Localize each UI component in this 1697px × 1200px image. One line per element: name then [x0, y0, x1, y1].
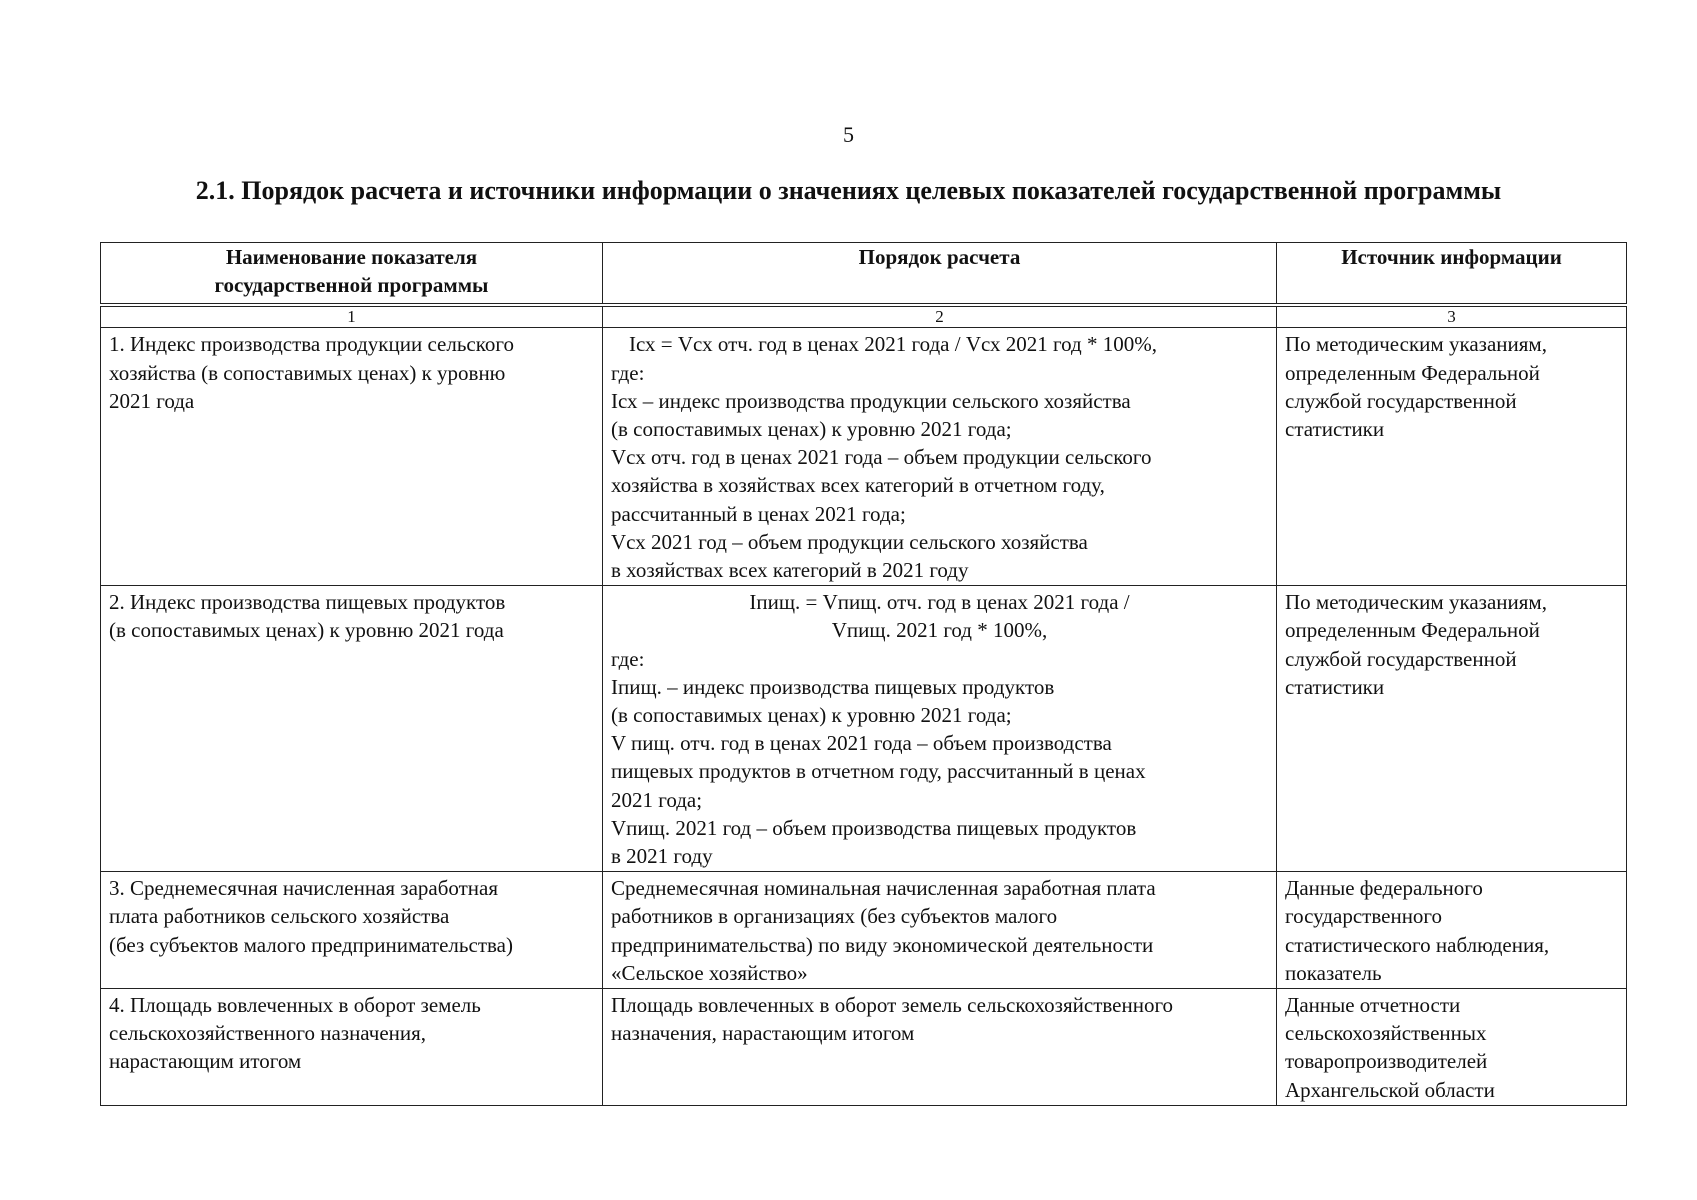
- indicator-name-cell: [101, 872, 603, 989]
- text-line: V пищ. отч. год в ценах 2021 года – объем производства: [611, 731, 1112, 756]
- text-line: 4. Площадь вовлеченных в оборот земель: [109, 993, 481, 1018]
- text-line: сельскохозяйственного назначения,: [109, 1021, 427, 1046]
- source-cell: [1277, 872, 1627, 989]
- text-line: Vсх отч. год в ценах 2021 года – объем продукции сельского: [611, 445, 1152, 470]
- text-line: где:: [611, 646, 645, 671]
- table-row: [101, 989, 1627, 1106]
- indicator-name-cell: [101, 586, 603, 872]
- text-line: государственного: [1285, 904, 1443, 929]
- source-cell: [1277, 328, 1627, 586]
- text-line: статистики: [1285, 674, 1385, 699]
- header-line: Наименование показателя: [225, 245, 478, 269]
- text-line: рассчитанный в ценах 2021 года;: [611, 501, 906, 526]
- indicator-name-cell: [101, 328, 603, 586]
- text-line: службой государственной: [1285, 646, 1517, 671]
- column-number: 2: [603, 307, 1277, 328]
- text-line: в 2021 году: [611, 844, 713, 869]
- header-line: государственной программы: [214, 273, 489, 298]
- text-line: в хозяйствах всех категорий в 2021 году: [611, 558, 969, 583]
- calculation-cell: [603, 872, 1277, 989]
- text-line: службой государственной: [1285, 388, 1517, 413]
- text-line: плата работников сельского хозяйства: [109, 904, 450, 929]
- section-title: 2.1. Порядок расчета и источники информации о значениях целевых показателей государственной программы: [195, 176, 1502, 205]
- text-line: пищевых продуктов в отчетном году, рассчитанный в ценах: [611, 759, 1146, 784]
- text-line: (в сопоставимых ценах) к уровню 2021 года: [109, 618, 504, 643]
- text-line: Данные отчетности: [1285, 993, 1461, 1018]
- column-number-row: [101, 307, 1627, 328]
- indicator-name-cell: [101, 989, 603, 1106]
- text-line: Vсх 2021 год – объем продукции сельского хозяйства: [611, 529, 1088, 554]
- text-line: нарастающим итогом: [109, 1049, 302, 1074]
- text-line: показатель: [1285, 960, 1382, 985]
- text-line: 2021 года: [109, 388, 195, 413]
- text-line: назначения, нарастающим итогом: [611, 1021, 915, 1046]
- text-line: 2021 года;: [611, 787, 703, 812]
- formula-line: Iсх = Vсх отч. год в ценах 2021 года / Vсх 2021 год * 100%,: [629, 332, 1157, 357]
- text-line: По методическим указаниям,: [1285, 332, 1547, 357]
- text-line: По методическим указаниям,: [1285, 590, 1547, 615]
- table-row: [101, 872, 1627, 989]
- text-line: статистики: [1285, 417, 1385, 442]
- text-line: определенным Федеральной: [1285, 360, 1540, 385]
- calculation-cell: [603, 328, 1277, 586]
- header-calculation: [603, 243, 1277, 304]
- text-line: «Сельское хозяйство»: [611, 960, 808, 985]
- text-line: 3. Среднемесячная начисленная заработная: [109, 876, 499, 901]
- column-number: 1: [101, 307, 603, 328]
- header-line: Источник информации: [1341, 245, 1562, 269]
- text-line: работников в организациях (без субъектов малого: [611, 904, 1058, 929]
- table-row: [101, 328, 1627, 586]
- table-header-row: [101, 243, 1627, 304]
- text-line: определенным Федеральной: [1285, 618, 1540, 643]
- text-line: Vпищ. 2021 год – объем производства пищевых продуктов: [611, 815, 1137, 840]
- text-line: Архангельской области: [1285, 1077, 1495, 1102]
- text-line: Данные федерального: [1285, 876, 1483, 901]
- indicators-table: [100, 242, 1627, 1106]
- header-indicator-name: [101, 243, 603, 304]
- column-number: 3: [1277, 307, 1627, 328]
- formula-line: Iпищ. = Vпищ. отч. год в ценах 2021 года /: [749, 590, 1130, 615]
- text-line: предпринимательства) по виду экономической деятельности: [611, 932, 1154, 957]
- text-line: (в сопоставимых ценах) к уровню 2021 года;: [611, 703, 1012, 728]
- text-line: Площадь вовлеченных в оборот земель сельскохозяйственного: [611, 993, 1174, 1018]
- source-cell: [1277, 989, 1627, 1106]
- text-line: (без субъектов малого предпринимательства): [109, 932, 513, 957]
- text-line: 1. Индекс производства продукции сельского: [109, 332, 514, 357]
- text-line: товаропроизводителей: [1285, 1049, 1488, 1074]
- text-line: где:: [611, 360, 645, 385]
- calculation-cell: [603, 586, 1277, 872]
- formula-line: Vпищ. 2021 год * 100%,: [831, 618, 1048, 643]
- text-line: хозяйства (в сопоставимых ценах) к уровню: [109, 360, 506, 385]
- text-line: статистического наблюдения,: [1285, 932, 1550, 957]
- page-number: 5: [843, 122, 854, 147]
- text-line: (в сопоставимых ценах) к уровню 2021 года;: [611, 417, 1012, 442]
- text-line: 2. Индекс производства пищевых продуктов: [109, 590, 506, 615]
- source-cell: [1277, 586, 1627, 872]
- header-line: Порядок расчета: [858, 245, 1021, 269]
- text-line: Iпищ. – индекс производства пищевых продуктов: [611, 674, 1055, 699]
- calculation-cell: [603, 989, 1277, 1106]
- text-line: хозяйства в хозяйствах всех категорий в отчетном году,: [611, 473, 1105, 498]
- text-line: сельскохозяйственных: [1285, 1021, 1487, 1046]
- text-line: Iсх – индекс производства продукции сельского хозяйства: [611, 388, 1131, 413]
- table-row: [101, 586, 1627, 872]
- indicators-table-wrapper: [100, 242, 1626, 1106]
- header-source: [1277, 243, 1627, 304]
- text-line: Среднемесячная номинальная начисленная заработная плата: [611, 876, 1156, 901]
